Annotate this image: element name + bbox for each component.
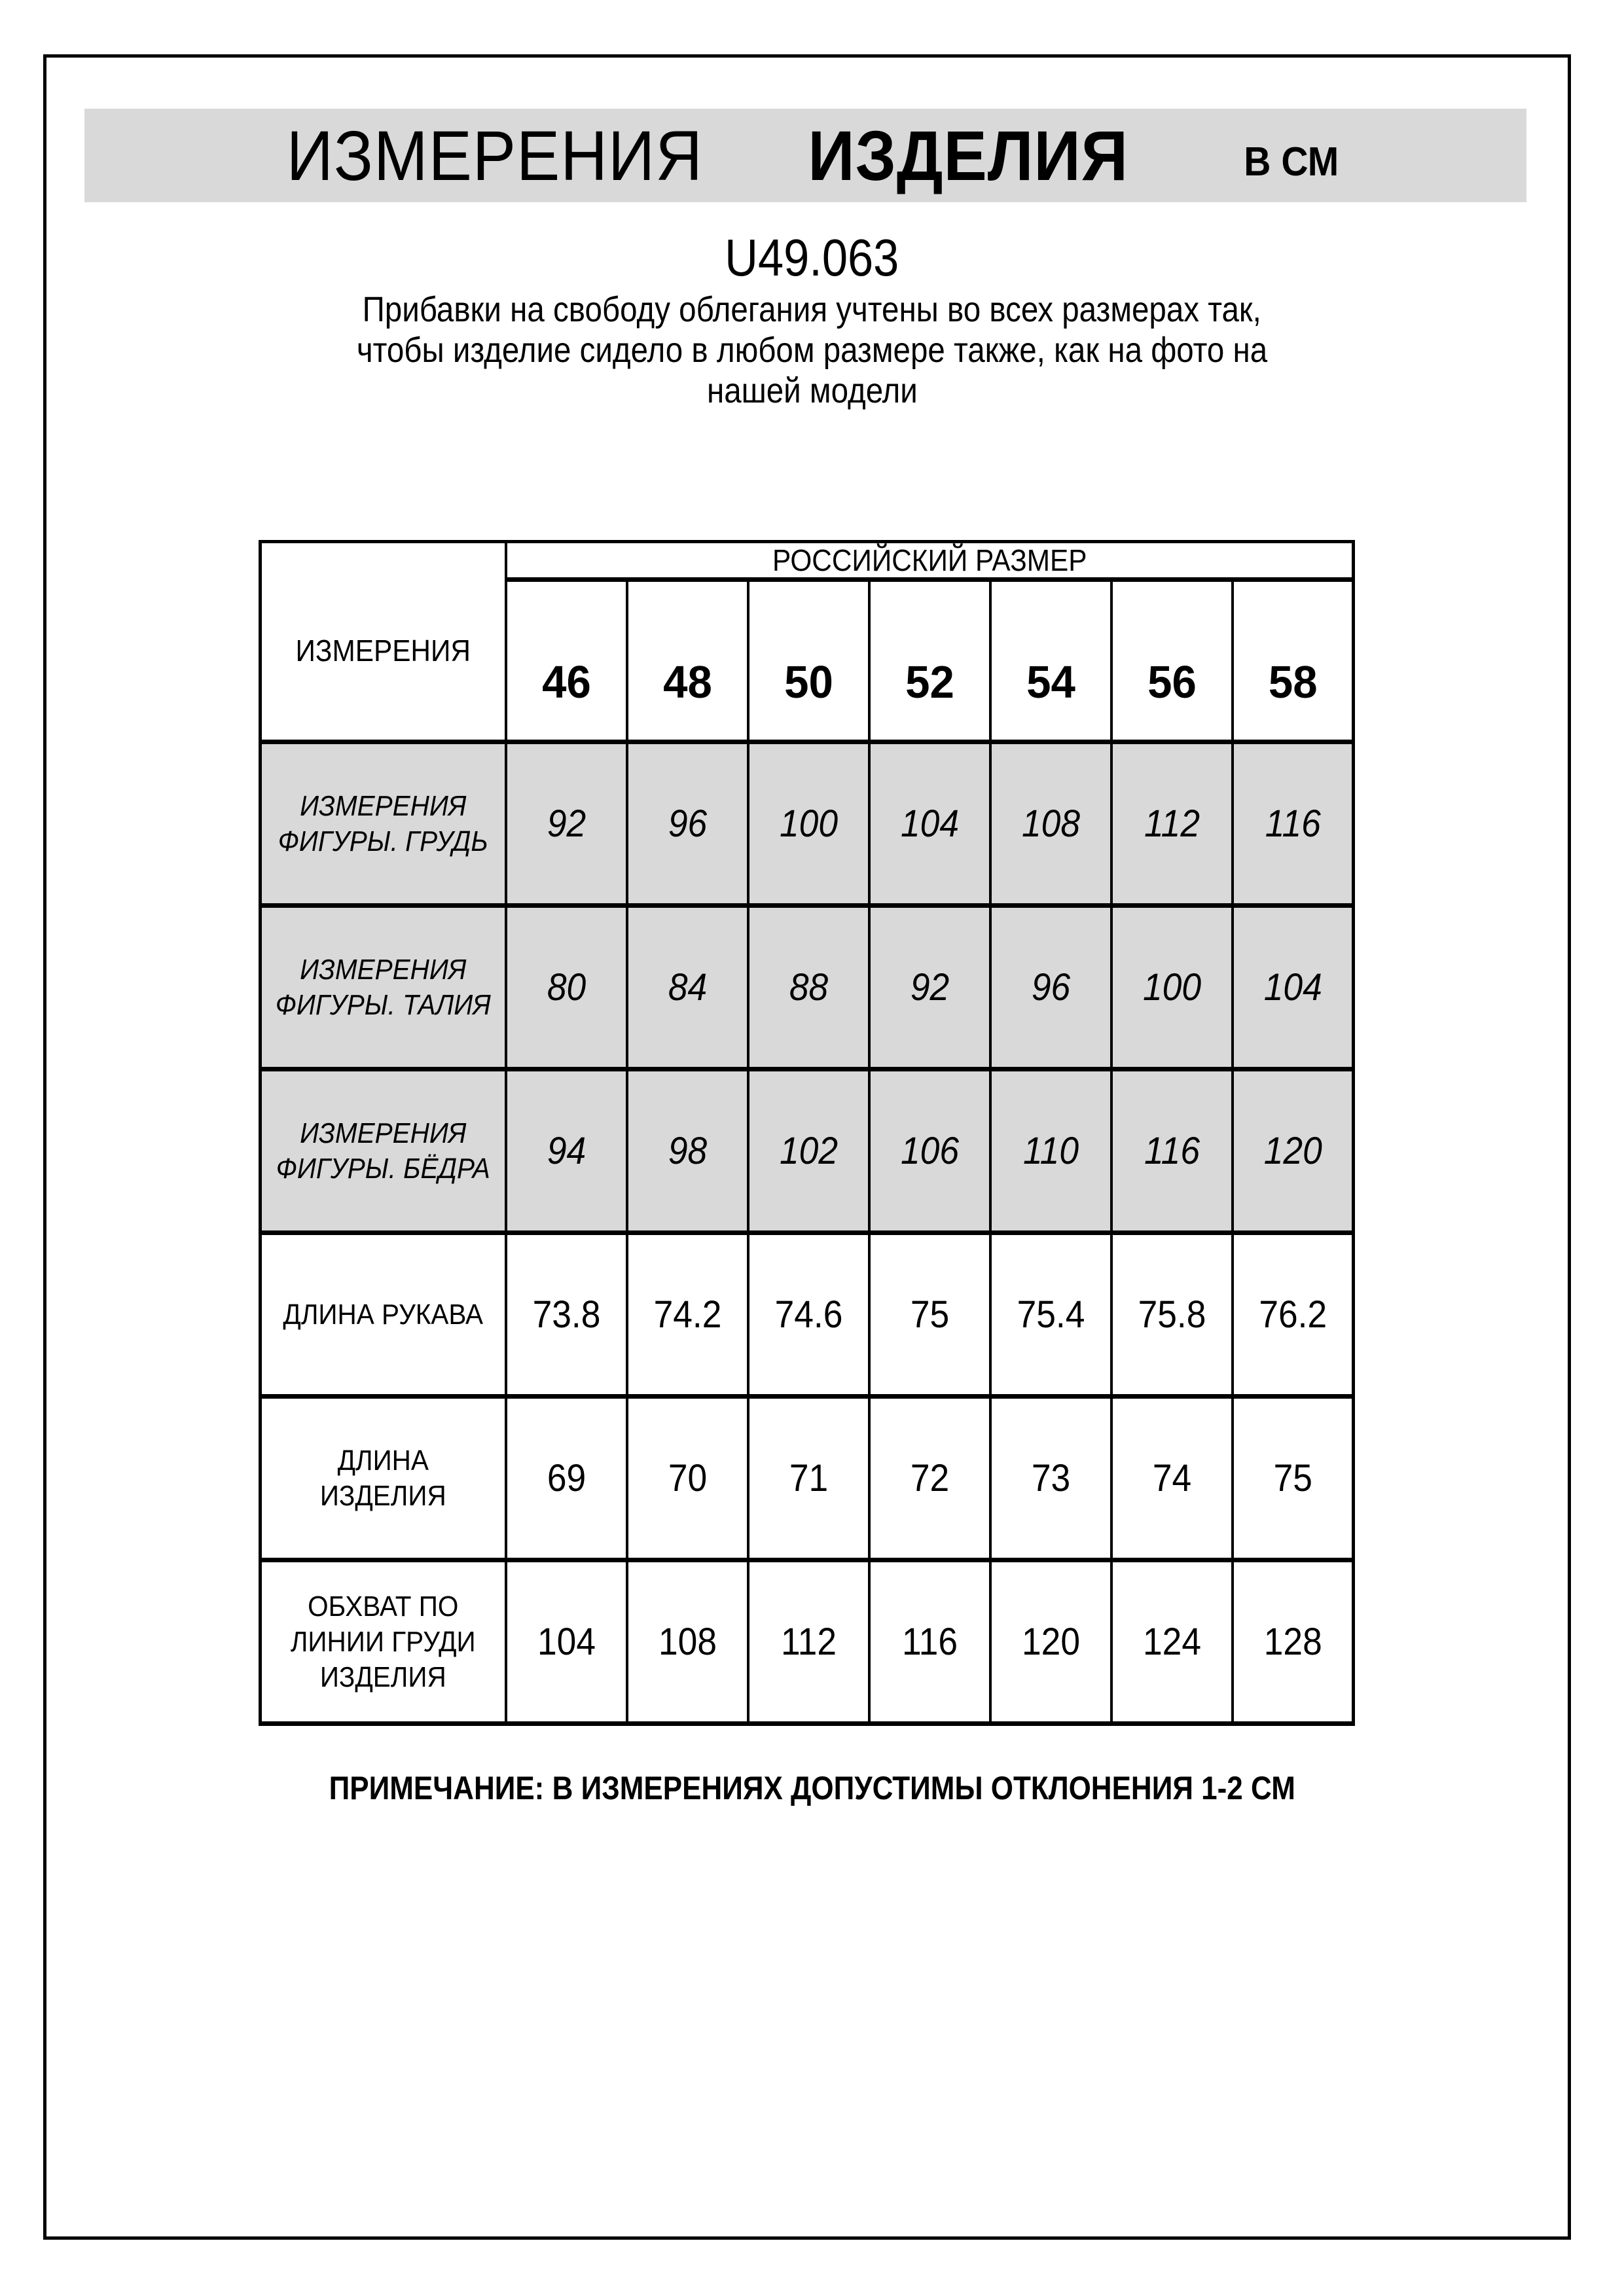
intro-paragraph <box>0 289 1624 411</box>
value-cell: 76.2 <box>1233 1233 1354 1397</box>
row-label-cell: ДЛИНА ИЗДЕЛИЯ <box>261 1397 506 1560</box>
value-cell: 116 <box>1111 1069 1233 1233</box>
value-cell: 96 <box>627 742 748 906</box>
value-cell: 70 <box>627 1397 748 1560</box>
page-title-main: ИЗМЕРЕНИЯ <box>286 116 703 195</box>
table-row-item-length <box>261 1397 1354 1560</box>
table-row-body-waist <box>261 906 1354 1069</box>
value-cell: 74.2 <box>627 1233 748 1397</box>
corner-header-cell: ИЗМЕРЕНИЯ <box>261 542 506 742</box>
size-header-cell: 48 <box>627 580 748 742</box>
note-wrap <box>0 1768 1624 1808</box>
value-cell: 84 <box>627 906 748 1069</box>
value-cell: 116 <box>1233 742 1354 906</box>
product-code-wrap <box>0 228 1624 287</box>
value-cell: 72 <box>869 1397 990 1560</box>
row-label-cell: ИЗМЕРЕНИЯ ФИГУРЫ. БЁДРА <box>261 1069 506 1233</box>
table-row-body-hips <box>261 1069 1354 1233</box>
value-cell: 104 <box>1233 906 1354 1069</box>
value-cell: 106 <box>869 1069 990 1233</box>
value-cell: 94 <box>506 1069 627 1233</box>
value-cell: 104 <box>506 1560 627 1724</box>
row-label-cell: ОБХВАТ ПО ЛИНИИ ГРУДИ ИЗДЕЛИЯ <box>261 1560 506 1724</box>
value-cell: 108 <box>627 1560 748 1724</box>
value-cell: 74.6 <box>748 1233 869 1397</box>
value-cell: 102 <box>748 1069 869 1233</box>
size-table <box>259 540 1355 1726</box>
value-cell: 73.8 <box>506 1233 627 1397</box>
size-header-cell: 58 <box>1233 580 1354 742</box>
group-header-cell: РОССИЙСКИЙ РАЗМЕР <box>506 542 1354 580</box>
value-cell: 100 <box>748 742 869 906</box>
row-label-cell: ИЗМЕРЕНИЯ ФИГУРЫ. ГРУДЬ <box>261 742 506 906</box>
value-cell: 74 <box>1111 1397 1233 1560</box>
value-cell: 128 <box>1233 1560 1354 1724</box>
value-cell: 108 <box>990 742 1111 906</box>
row-label-cell: ИЗМЕРЕНИЯ ФИГУРЫ. ТАЛИЯ <box>261 906 506 1069</box>
unit-label: В СМ <box>1243 139 1339 185</box>
size-header-cell: 52 <box>869 580 990 742</box>
value-cell: 69 <box>506 1397 627 1560</box>
value-cell: 88 <box>748 906 869 1069</box>
intro-line: нашей модели <box>706 371 918 410</box>
value-cell: 104 <box>869 742 990 906</box>
size-header-cell: 46 <box>506 580 627 742</box>
value-cell: 96 <box>990 906 1111 1069</box>
table-row-sleeve-length <box>261 1233 1354 1397</box>
title-band <box>84 109 1526 202</box>
value-cell: 98 <box>627 1069 748 1233</box>
group-header-row <box>261 542 1354 580</box>
intro-line: чтобы изделие сидело в любом размере также, как на фото на <box>356 331 1268 370</box>
product-code: U49.063 <box>725 228 899 287</box>
value-cell: 80 <box>506 906 627 1069</box>
page-title-secondary: ИЗДЕЛИЯ <box>808 116 1129 195</box>
size-header-cell: 56 <box>1111 580 1233 742</box>
value-cell: 124 <box>1111 1560 1233 1724</box>
value-cell: 110 <box>990 1069 1111 1233</box>
note-text: ПРИМЕЧАНИЕ: В ИЗМЕРЕНИЯХ ДОПУСТИМЫ ОТКЛОНЕНИЯ 1-2 СМ <box>329 1770 1295 1806</box>
value-cell: 75.8 <box>1111 1233 1233 1397</box>
value-cell: 100 <box>1111 906 1233 1069</box>
value-cell: 73 <box>990 1397 1111 1560</box>
value-cell: 120 <box>990 1560 1111 1724</box>
size-header-cell: 50 <box>748 580 869 742</box>
size-header-cell: 54 <box>990 580 1111 742</box>
table-row-chest-girth <box>261 1560 1354 1724</box>
value-cell: 112 <box>1111 742 1233 906</box>
value-cell: 92 <box>506 742 627 906</box>
value-cell: 75.4 <box>990 1233 1111 1397</box>
table-row-body-chest <box>261 742 1354 906</box>
value-cell: 120 <box>1233 1069 1354 1233</box>
value-cell: 71 <box>748 1397 869 1560</box>
row-label-cell: ДЛИНА РУКАВА <box>261 1233 506 1397</box>
value-cell: 92 <box>869 906 990 1069</box>
value-cell: 116 <box>869 1560 990 1724</box>
intro-line: Прибавки на свободу облегания учтены во всех размерах так, <box>362 290 1262 329</box>
value-cell: 75 <box>1233 1397 1354 1560</box>
value-cell: 112 <box>748 1560 869 1724</box>
value-cell: 75 <box>869 1233 990 1397</box>
